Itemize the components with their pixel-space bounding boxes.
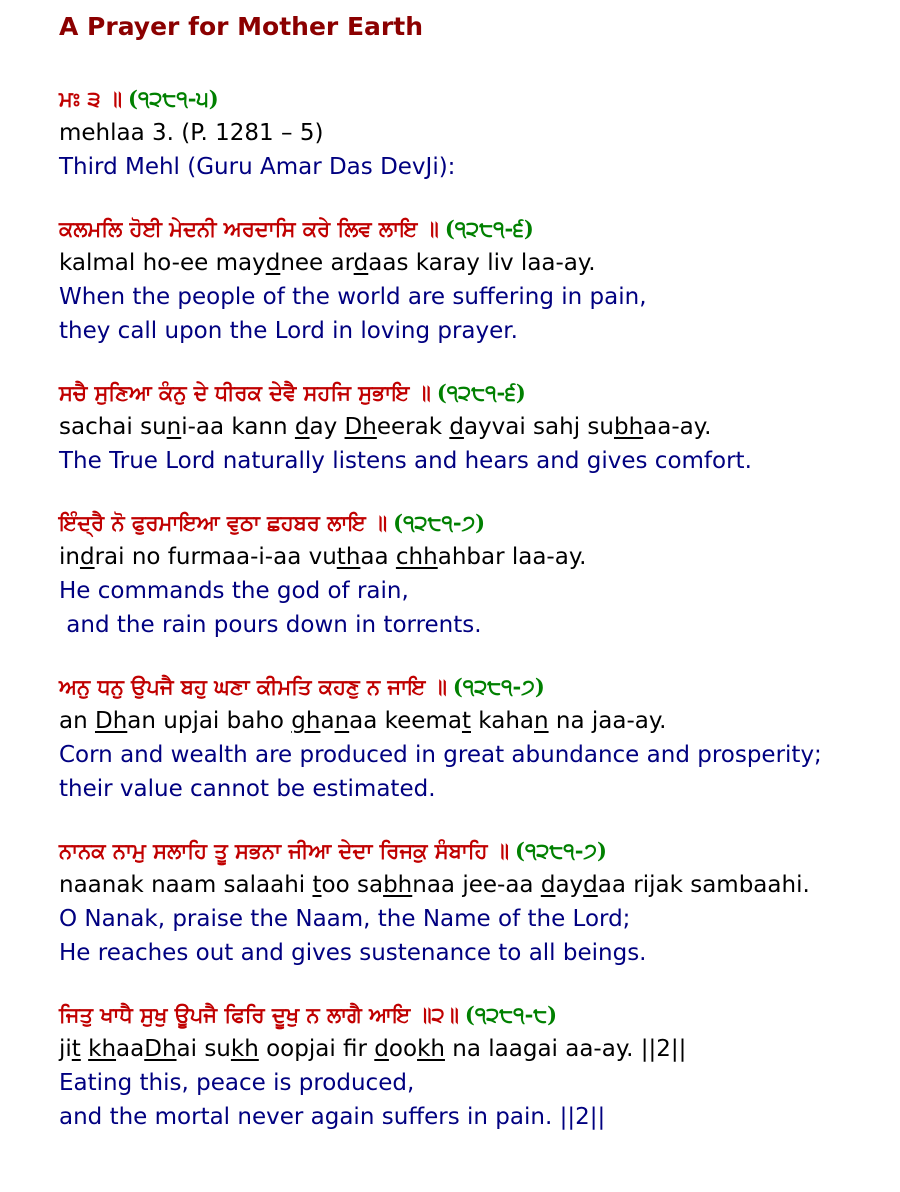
gurmukhi-line xyxy=(59,506,889,540)
transliteration-underlined: d xyxy=(353,250,369,276)
gurmukhi-line xyxy=(59,998,889,1032)
english-line: and the mortal never again suffers in pain. ||2|| xyxy=(59,1104,606,1130)
transliteration-underlined: t xyxy=(312,872,322,898)
english-line: He commands the god of rain, xyxy=(59,578,409,604)
transliteration-segment: nee ar xyxy=(280,250,354,276)
gurmukhi-text: ਕਲਮਲਿ ਹੋਈ ਮੇਦਨੀ ਅਰਦਾਸਿ ਕਰੇ ਲਿਵ ਲਾਇ ॥ xyxy=(59,216,439,241)
transliteration-underlined: d xyxy=(294,414,310,440)
transliteration-segment: aa keema xyxy=(349,708,462,734)
transliteration xyxy=(59,410,889,444)
line-reference: (੧੨੮੧-੭) xyxy=(515,838,607,863)
gurmukhi-line xyxy=(59,834,889,868)
line-reference: (੧੨੮੧-੬) xyxy=(444,216,534,241)
english-line: Third Mehl (Guru Amar Das DevJi): xyxy=(59,154,456,180)
transliteration-underlined: kh xyxy=(417,1036,445,1062)
transliteration-underlined: Dh xyxy=(144,1036,177,1062)
english-line: He reaches out and gives sustenance to all beings. xyxy=(59,940,647,966)
transliteration-underlined: kh xyxy=(88,1036,117,1062)
verse-block xyxy=(59,670,889,806)
transliteration-segment: oo xyxy=(388,1036,418,1062)
transliteration-underlined: d xyxy=(79,544,95,570)
line-reference: (੧੨੮੧-੮) xyxy=(464,1002,558,1027)
transliteration xyxy=(59,246,889,280)
gurmukhi-line xyxy=(59,670,889,704)
transliteration-segment: aa xyxy=(116,1036,145,1062)
english-translation xyxy=(59,444,889,478)
gurmukhi-text: ਮਃ ੩ ॥ xyxy=(59,86,123,111)
transliteration-segment: ahbar laa-ay. xyxy=(437,544,587,570)
gurmukhi-line xyxy=(59,376,889,410)
line-reference: (੧੨੮੧-੭) xyxy=(452,674,545,699)
english-translation xyxy=(59,574,889,642)
transliteration-segment: naanak naam salaahi xyxy=(59,872,313,898)
transliteration-underlined: t xyxy=(71,1036,81,1062)
gurmukhi-text: ਸਚੈ ਸੁਣਿਆ ਕੰਨੁ ਦੇ ਧੀਰਕ ਦੇਵੈ ਸਹਜਿ ਸੁਭਾਇ ॥ xyxy=(59,380,431,405)
transliteration-segment: an upjai baho xyxy=(127,708,292,734)
transliteration-segment: a xyxy=(320,708,335,734)
transliteration-underlined: n xyxy=(334,708,350,734)
page xyxy=(59,8,889,1134)
transliteration-segment: eerak xyxy=(376,414,450,440)
transliteration-segment: na laagai aa-ay. ||2|| xyxy=(444,1036,687,1062)
transliteration-underlined: n xyxy=(166,414,182,440)
page-title: A Prayer for Mother Earth xyxy=(59,12,423,41)
transliteration-underlined: n xyxy=(534,708,549,734)
transliteration-segment: kaha xyxy=(471,708,534,734)
verse-block xyxy=(59,834,889,970)
transliteration xyxy=(59,704,889,738)
transliteration-underlined: gh xyxy=(291,708,321,734)
transliteration-underlined: d xyxy=(540,872,556,898)
transliteration-underlined: d xyxy=(449,414,464,440)
english-line: O Nanak, praise the Naam, the Name of the Lord; xyxy=(59,906,631,932)
transliteration-segment: aa xyxy=(360,544,396,570)
transliteration-segment: na jaa-ay. xyxy=(548,708,667,734)
transliteration xyxy=(59,1032,889,1066)
transliteration-underlined: Dh xyxy=(344,414,377,440)
transliteration-underlined: t xyxy=(461,708,471,734)
transliteration-segment: ayvai sahj su xyxy=(463,414,614,440)
header-verse xyxy=(59,82,889,184)
transliteration-segment: naa jee-aa xyxy=(412,872,541,898)
verse-block xyxy=(59,506,889,642)
english-translation xyxy=(59,280,889,348)
english-line: Corn and wealth are produced in great abundance and prosperity; xyxy=(59,742,822,768)
verse-block xyxy=(59,376,889,478)
english-line: they call upon the Lord in loving prayer. xyxy=(59,318,518,344)
line-reference: (੧੨੮੧-੬) xyxy=(436,380,526,405)
line-reference: (੧੨੮੧-੫) xyxy=(128,86,219,111)
gurmukhi-text: ਅਨੁ ਧਨੁ ਉਪਜੈ ਬਹੁ ਘਣਾ ਕੀਮਤਿ ਕਹਣੁ ਨ ਜਾਇ ॥ xyxy=(59,674,447,699)
gurmukhi-text: ਨਾਨਕ ਨਾਮੁ ਸਲਾਹਿ ਤੂ ਸਭਨਾ ਜੀਆ ਦੇਦਾ ਰਿਜਕੁ ਸੰਬਾਹਿ ॥ xyxy=(59,838,510,863)
verse-list xyxy=(59,212,889,1134)
english-line: When the people of the world are suffering in pain, xyxy=(59,284,647,310)
transliteration-underlined: chh xyxy=(395,544,438,570)
gurmukhi-line xyxy=(59,82,889,116)
transliteration-segment: an xyxy=(59,708,95,734)
gurmukhi-text: ਇੰਦ੍ਰੈ ਨੋ ਫੁਰਮਾਇਆ ਵੁਠਾ ਛਹਬਰ ਲਾਇ ॥ xyxy=(59,510,388,535)
english-translation xyxy=(59,738,889,806)
transliteration-segment: ay xyxy=(309,414,345,440)
transliteration: mehlaa 3. (P. 1281 – 5) xyxy=(59,120,324,146)
gurmukhi-line xyxy=(59,212,889,246)
transliteration-segment: kalmal ho-ee may xyxy=(59,250,266,276)
transliteration-segment: ay xyxy=(555,872,584,898)
transliteration-segment: oopjai fir xyxy=(258,1036,375,1062)
transliteration-underlined: d xyxy=(583,872,598,898)
transliteration-segment: sachai su xyxy=(59,414,167,440)
transliteration-segment: in xyxy=(59,544,80,570)
transliteration-segment: oo sa xyxy=(321,872,384,898)
verse-block xyxy=(59,998,889,1134)
transliteration-segment: rai no furmaa-i-aa vu xyxy=(94,544,337,570)
english-line: Eating this, peace is produced, xyxy=(59,1070,415,1096)
transliteration-underlined: Dh xyxy=(94,708,128,734)
transliteration-segment: ji xyxy=(59,1036,72,1062)
transliteration-underlined: bh xyxy=(383,872,413,898)
english-translation xyxy=(59,150,889,184)
english-line: and the rain pours down in torrents. xyxy=(59,612,482,638)
transliteration-underlined: d xyxy=(374,1036,389,1062)
transliteration-segment: aas karay liv laa-ay. xyxy=(368,250,596,276)
line-reference: (੧੨੮੧-੭) xyxy=(393,510,486,535)
transliteration-underlined: th xyxy=(336,544,361,570)
transliteration-segment: ai su xyxy=(176,1036,231,1062)
transliteration-underlined: kh xyxy=(230,1036,259,1062)
transliteration-underlined: d xyxy=(265,250,281,276)
transliteration-underlined: bh xyxy=(613,414,644,440)
transliteration-segment: aa rijak sambaahi. xyxy=(597,872,810,898)
transliteration-segment: i-aa kann xyxy=(181,414,295,440)
transliteration xyxy=(59,540,889,574)
gurmukhi-text: ਜਿਤੁ ਖਾਧੈ ਸੁਖੁ ਊਪਜੈ ਫਿਰਿ ਦੂਖੁ ਨ ਲਾਗੈ ਆਇ ॥੨॥ xyxy=(59,1002,459,1027)
english-line: The True Lord naturally listens and hears and gives comfort. xyxy=(59,448,752,474)
transliteration xyxy=(59,868,889,902)
english-translation xyxy=(59,1066,889,1134)
english-translation xyxy=(59,902,889,970)
transliteration-segment: aa-ay. xyxy=(643,414,712,440)
english-line: their value cannot be estimated. xyxy=(59,776,436,802)
verse-block xyxy=(59,212,889,348)
